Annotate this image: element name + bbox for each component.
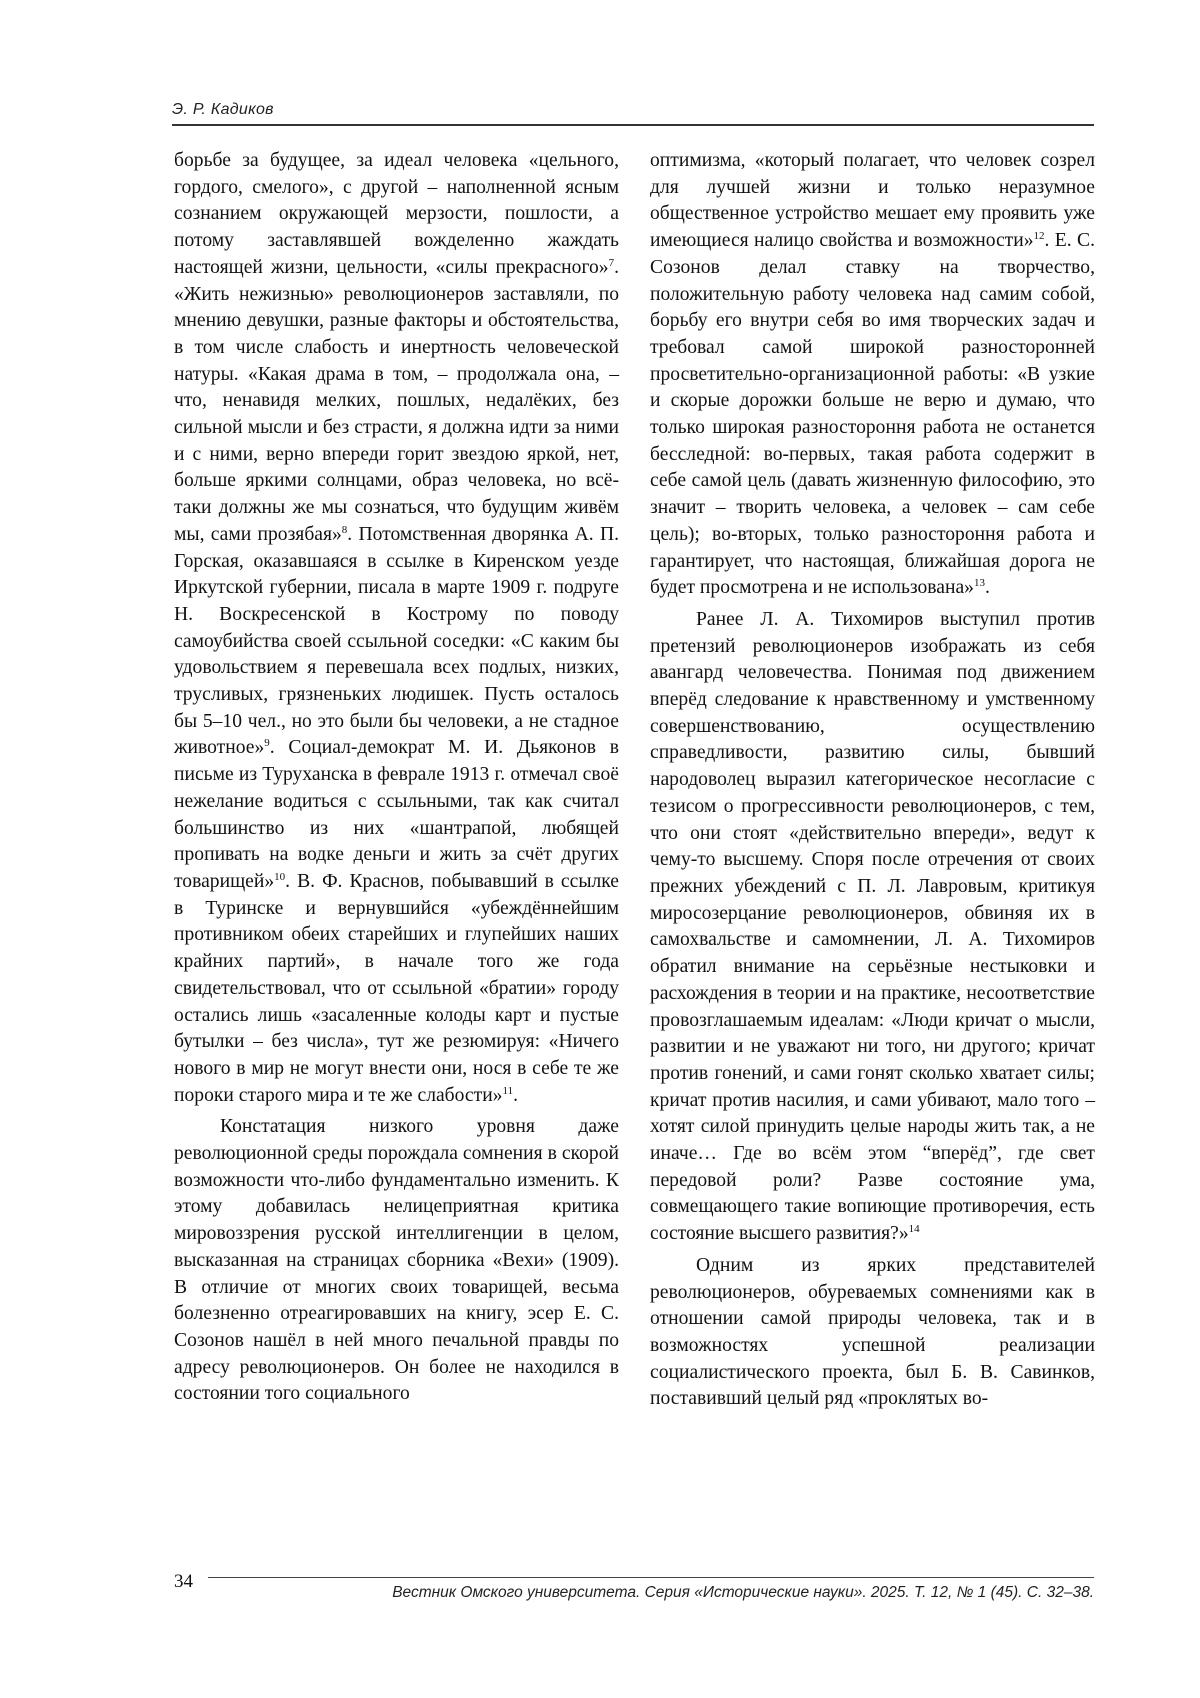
paragraph (174, 148, 619, 1109)
paragraph-text: . В. Ф. Краснов, побывавший в ссылке в Туринске и вернувшийся «убеждённейшим противником обеих старейших и глупейших наших крайних партий», в начале того же года свидетельствовал, что от ссыльной «братии» городу остались лишь «засаленные колоды карт и пустые бутылки – без числа», тут же резюмируя: «Ничего нового в мир не могут внести они, нося в себе те же пороки старого мира и те же слабости» (174, 870, 619, 1106)
paragraph (650, 148, 1095, 602)
footnote-ref: 11 (502, 1084, 514, 1097)
footnote-ref: 8 (341, 523, 348, 536)
paragraph (650, 607, 1095, 1248)
footnote-ref: 14 (908, 1223, 920, 1236)
footer-rule (208, 1577, 1094, 1578)
paragraph-text: . Е. С. Созонов делал ставку на творчество, положительную работу человека над самим собой, борьбу его внутри себя во имя творческих задач и требовал самой широкой разносторонней просветительно-организационной работы: «В узкие и скорые дорожки больше не верю и думаю, что только широкая разностороння работа не останется бесследной: во-первых, такая работа содержит в себе самой цель (давать жизненную философию, это значит – творить человека, а человек – сам себе цель); во-вторых, только разностороння работа и гарантирует, что настоящая, ближайшая дорога не будет просмотрена и не использована» (650, 230, 1095, 599)
footnote-ref: 12 (1033, 230, 1045, 243)
running-head-author: Э. Р. Кадиков (172, 101, 274, 118)
footnote-ref: 13 (973, 577, 985, 590)
paragraph-text: . «Жить нежизнью» революционеров заставляли, по мнению девушки, разные факторы и обстоятельства, в том числе слабость и инертность человеческой натуры. «Какая драма в том, – продолжала она, – что, ненавидя мелких, пошлых, недалёких, без сильной мысли и без страсти, я должна идти за ними и с ними, верно впереди горит звездою яркой, нет, больше яркими солнцами, образ человека, но всё-таки должны же мы сознаться, что будущим живём мы, сами прозябая» (174, 256, 619, 545)
journal-citation: Вестник Омского университета. Серия «Исторические науки». 2025. Т. 12, № 1 (45). С. 32–38. (392, 1584, 1094, 1601)
footnote-ref: 9 (264, 737, 270, 750)
footnote-ref: 10 (274, 870, 286, 883)
paragraph-text: . (984, 577, 990, 599)
paragraph-text: Одним из ярких представителей революционеров, обуреваемых сомнениями как в отношении самой природы человека, так и в возможностях успешной реализации социалистического проекта, был Б. В. Савинков, поставивший целый ряд «проклятых во- (650, 1254, 1095, 1410)
left-column (174, 148, 619, 1408)
paragraph-text: . Социал-демократ М. И. Дьяконов в письме из Туруханска в феврале 1913 г. отмечал своё нежелание водиться с ссыльными, так как считал большинство из них «шантрапой, любящей пропивать на водке деньги и жить за счёт других товарищей» (174, 737, 619, 892)
paragraph (650, 1253, 1095, 1413)
paragraph-text: . (513, 1084, 518, 1106)
paragraph-text: . Потомственная дворянка А. П. Горская, оказавшаяся в ссылке в Киренском уезде Иркутской губернии, писала в марте 1909 г. подруге Н. Воскресенской в Кострому по поводу самоубийства своей ссыльной соседки: «С каким бы удовольствием я перевешала всех подлых, низких, трусливых, грязненьких людишек. Пусть осталось бы 5–10 чел., но это были бы человеки, а не стадное животное» (174, 523, 619, 759)
footnote-ref: 7 (608, 256, 615, 269)
page-number: 34 (174, 1571, 193, 1592)
right-column (650, 148, 1095, 1413)
paragraph-text: Констатация низкого уровня даже революционной среды порождала сомнения в скорой возможности что-либо фундаментально изменить. К этому добавилась нелицеприятная критика мировоззрения русской интеллигенции в целом, высказанная на страницах сборника «Вехи» (1909). В отличие от многих своих товарищей, весьма болезненно отреагировавших на книгу, эсер Е. С. Созонов нашёл в ней много печальной правды по адресу революционеров. Он более не находился в состоянии того социального (174, 1116, 619, 1405)
header-rule (172, 124, 1094, 126)
paragraph-text: борьбе за будущее, за идеал человека «цельного, гордого, смелого», с другой – наполненной ясным сознанием окружающей мерзости, пошлости, а потому заставлявшей вожделенно жаждать настоящей жизни, цельности, «силы прекрасного» (174, 150, 619, 278)
paragraph (174, 1114, 619, 1408)
paragraph-text: оптимизма, «который полагает, что человек созрел для лучшей жизни и только неразумное общественное устройство мешает ему проявить уже имеющиеся налицо свойства и возможности» (650, 150, 1095, 252)
paragraph-text: Ранее Л. А. Тихомиров выступил против претензий революционеров изображать из себя авангард человечества. Понимая под движением вперёд следование к нравственному и умственному совершенствованию, осуществлению справедливости, развитию силы, бывший народоволец выразил категорическое несогласие с тезисом о прогрессивности революционеров, с тем, что они стоят «действительно впереди», ведут к чему-то высшему. Споря после отречения от своих прежних убеждений с П. Л. Лавровым, критикуя миросозерцание революционеров, обвиняя их в самохвальстве и самомнении, Л. А. Тихомиров обратил внимание на серьёзные нестыковки и расхождения в теории и на практике, несоответствие провозглашаемым идеалам: «Люди кричат о мысли, развитии и не уважают ни того, ни другого; кричат против гонений, и сами гонят сколько хватает силы; кричат против насилия, и сами убивают, мало того – хотят силой принудить целые народы жить так, а не иначе… Где во всём этом “вперёд”, где свет передовой роли? Разве состояние ума, совмещающего такие вопиющие противоречия, есть состояние высшего развития?» (650, 608, 1095, 1245)
